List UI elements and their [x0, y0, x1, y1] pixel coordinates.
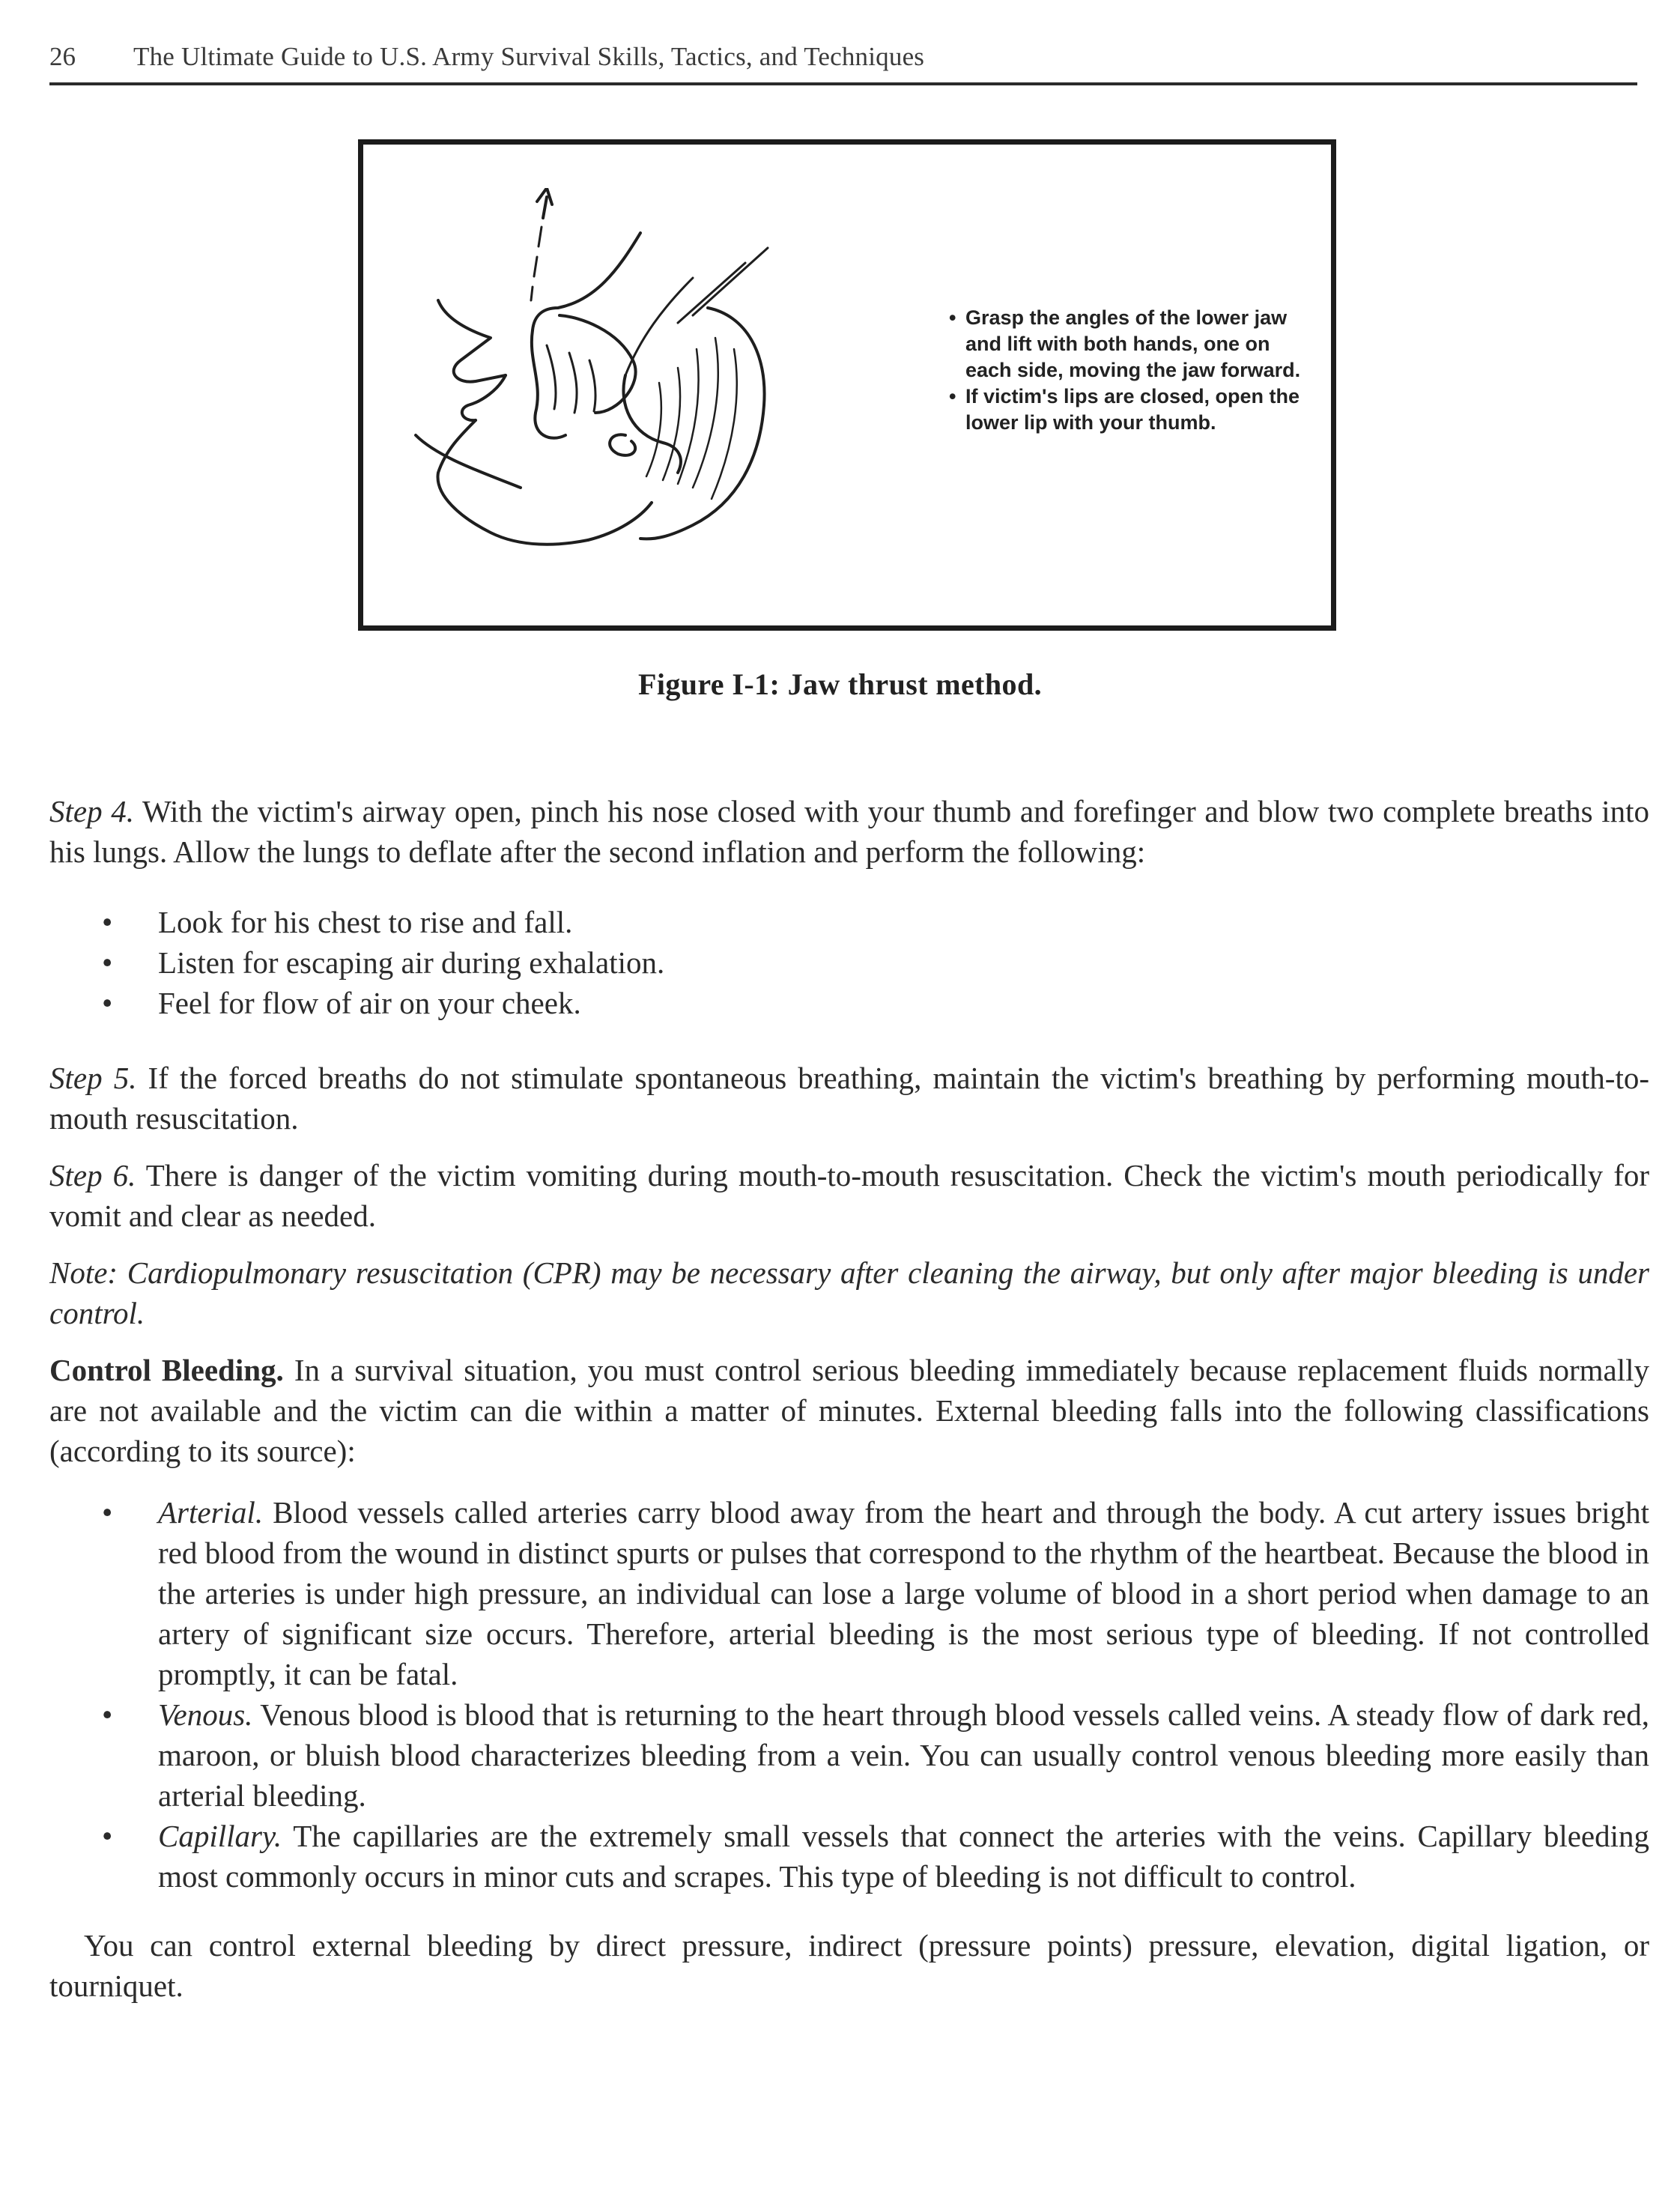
chin-neck: [438, 420, 588, 545]
bullet: •: [102, 905, 113, 939]
control-bleeding-paragraph: [49, 1350, 1649, 1471]
header-rule: [49, 82, 1637, 85]
control-bleeding-text: In a survival situation, you must control serious bleeding immediately because replacement fluids normally are not available and the victim can die within a matter of minutes. External bleeding falls into the following classifications (according to its source):: [49, 1353, 1650, 1468]
closing-paragraph: You can control external bleeding by direct pressure, indirect (pressure points) pressure, elevation, digital ligation, or tourniquet.: [49, 1928, 1649, 2003]
figure-note: [949, 305, 1301, 384]
bullet: •: [102, 1697, 113, 1732]
arrow-head-line: [543, 197, 547, 218]
arrow-dashes: [531, 227, 542, 300]
step-4-label: Step 4.: [49, 794, 135, 828]
list-item: [49, 942, 1649, 983]
list-item-text: Listen for escaping air during exhalation.: [158, 945, 665, 980]
step-4-paragraph: [49, 791, 1649, 872]
thumb-outline: [623, 375, 680, 473]
running-header: [49, 37, 1637, 82]
finger-line-3: [589, 360, 595, 411]
hair-outline: [640, 308, 765, 539]
bleeding-type-term: Capillary.: [158, 1819, 282, 1853]
bleeding-type-term: Venous.: [158, 1697, 253, 1732]
list-item: [49, 902, 1649, 942]
finger-line-1: [547, 345, 556, 409]
list-item-text: Look for his chest to rise and fall.: [158, 905, 573, 939]
jaw-line: [588, 503, 652, 540]
helper-thumb-line-1: [678, 263, 745, 323]
hand-outline: [532, 330, 565, 438]
running-title: The Ultimate Guide to U.S. Army Survival Skills, Tactics, and Techniques: [133, 42, 925, 71]
page-number: 26: [49, 42, 76, 71]
hair-strand-4: [663, 368, 680, 480]
step-6-paragraph: [49, 1155, 1649, 1236]
helper-thumb-line-2: [693, 248, 768, 315]
bleeding-type-text: Venous blood is blood that is returning to the heart through blood vessels called veins. A steady flow of dark red, maroon, or bluish blood characterizes bleeding from a vein. You can usually control venous bleeding more easily than arterial bleeding.: [158, 1697, 1649, 1813]
bullet: •: [102, 1495, 113, 1530]
list-item: [49, 983, 1649, 1023]
list-item-text: Feel for flow of air on your cheek.: [158, 986, 581, 1020]
body-text: [49, 791, 1649, 2006]
bleeding-type-arterial: [49, 1492, 1649, 1694]
figure-notes: [949, 305, 1301, 436]
step-5-label: Step 5.: [49, 1061, 137, 1095]
figure-note-text: Grasp the angles of the lower jaw and lift with both hands, one on each side, moving the jaw forward.: [965, 306, 1301, 381]
bleeding-type-text: The capillaries are the extremely small vessels that connect the arteries with the veins. Capillary bleeding most commonly occurs in minor cuts and scrapes. This type of bleeding is not difficult to control.: [158, 1819, 1649, 1894]
bullet: •: [102, 1819, 113, 1853]
control-bleeding-label: Control Bleeding.: [49, 1353, 284, 1387]
nose-profile: [438, 300, 506, 382]
bleeding-type-term: Arterial.: [158, 1495, 264, 1530]
step-5-paragraph: [49, 1058, 1649, 1139]
second-wrist: [625, 278, 693, 375]
collar-line: [416, 435, 521, 488]
step-4-text: With the victim's airway open, pinch his nose closed with your thumb and forefinger and blow two complete breaths into his lungs. Allow the lungs to deflate after the second inflation and perform the following:: [49, 794, 1649, 869]
bleeding-type-capillary: [49, 1816, 1649, 1897]
jaw-thrust-illustration: [393, 188, 962, 607]
step-6-label: Step 6.: [49, 1158, 136, 1193]
finger-line-2: [569, 353, 577, 413]
bleeding-types-list: [49, 1492, 1649, 1897]
figure-jaw-thrust: [358, 139, 1336, 631]
hair-strand-2: [712, 349, 737, 499]
cpr-note: Note: Cardiopulmonary resuscitation (CPR) may be necessary after cleaning the airway, but only after major bleeding is under control.: [49, 1255, 1649, 1330]
bullet: •: [102, 986, 113, 1020]
figure-note-text: If victim's lips are closed, open the lower lip with your thumb.: [965, 385, 1300, 434]
bullet: •: [949, 385, 956, 407]
step-6-text: There is danger of the victim vomiting during mouth-to-mouth resuscitation. Check the victim's mouth periodically for vomit and clear as needed.: [49, 1158, 1650, 1233]
figure-note: [949, 384, 1301, 436]
step-5-text: If the forced breaths do not stimulate spontaneous breathing, maintain the victim's breathing by performing mouth-to-mouth resuscitation.: [49, 1061, 1650, 1136]
hair-strand-5: [646, 383, 661, 476]
bullet: •: [949, 306, 956, 329]
figure-caption: Figure I-1: Jaw thrust method.: [637, 667, 1042, 701]
step-4-checklist: [49, 902, 1649, 1023]
ear: [610, 434, 635, 455]
wrist-line: [533, 233, 640, 330]
bullet: •: [102, 945, 113, 980]
bleeding-type-venous: [49, 1694, 1649, 1816]
bleeding-type-text: Blood vessels called arteries carry blood away from the heart and through the body. A cut artery issues bright red blood from the wound in distinct spurts or pulses that correspond to the rhythm of the heartbeat. Because the blood in the arteries is under high pressure, an individual can lose a large volume of blood in a short period when damage to an artery of significant size occurs. Therefore, arterial bleeding is the most serious type of bleeding. If not controlled promptly, it can be fatal.: [158, 1495, 1649, 1691]
